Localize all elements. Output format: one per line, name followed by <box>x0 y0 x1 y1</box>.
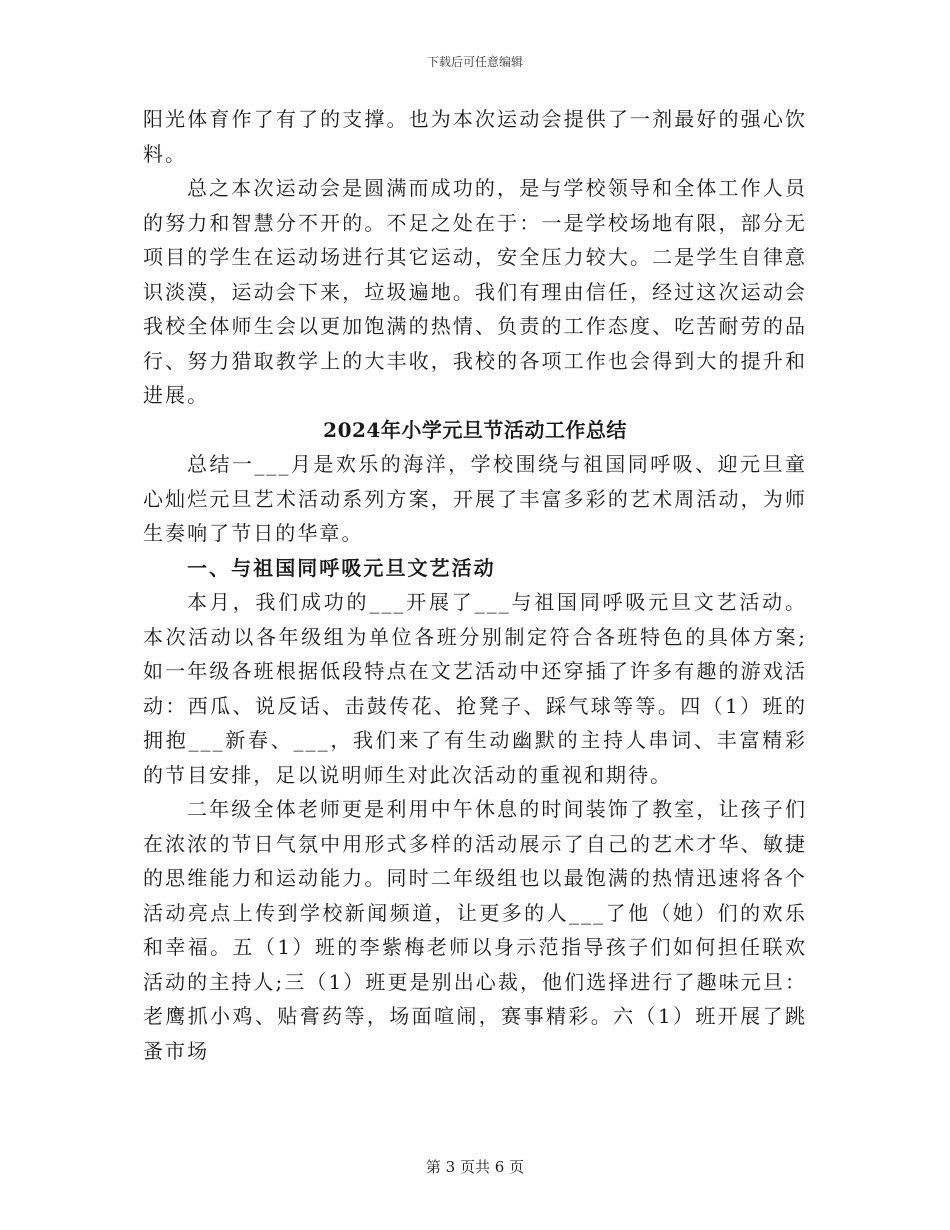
paragraph-section1-first: 本月，我们成功的___开展了___与祖国同呼吸元旦文艺活动。本次活动以各年级组为单位各班分别制定符合各班特色的具体方案;如一年级各班根据低段特点在文艺活动中还穿插了许多有趣的游戏活动：西瓜、说反话、击鼓传花、抢凳子、踩气球等等。四（1）班的拥抱___新春、___，我们来了有生动幽默的主持人串词、丰富精彩的节目安排，足以说明师生对此次活动的重视和期待。 <box>143 590 807 787</box>
section-heading: 一、与祖国同呼吸元旦文艺活动 <box>187 555 496 580</box>
paragraph-intro: 总结一___月是欢乐的海洋，学校围绕与祖国同呼吸、迎元旦童心灿烂元旦艺术活动系列方案，开展了丰富多彩的艺术周活动，为师生奏响了节日的华章。 <box>143 452 807 545</box>
document-body <box>143 102 807 1068</box>
paragraph-continuation: 阳光体育作了有了的支撑。也为本次运动会提供了一剂最好的强心饮料。 <box>143 107 807 166</box>
page-header-note: 下载后可任意编辑 <box>426 55 523 69</box>
paragraph-section1-second: 二年级全体老师更是利用中午休息的时间装饰了教室，让孩子们在浓浓的节日气氛中用形式多样的活动展示了自己的艺术才华、敏捷的思维能力和运动能力。同时二年级组也以最饱满的热情迅速将各个活动亮点上传到学校新闻频道，让更多的人___了他（她）们的欢乐和幸福。五（1）班的李紫梅老师以身示范指导孩子们如何担任联欢活动的主持人;三（1）班更是别出心裁，他们选择进行了趣味元旦：老鹰抓小鸡、贴膏药等，场面喧闹，赛事精彩。六（1）班开展了跳蚤市场 <box>143 797 807 1063</box>
document-title: 2024年小学元旦节活动工作总结 <box>323 417 627 442</box>
page-number-footer: 第 3 页共 6 页 <box>425 1158 525 1176</box>
paragraph-summary: 总之本次运动会是圆满而成功的，是与学校领导和全体工作人员的努力和智慧分不开的。不足之处在于：一是学校场地有限，部分无项目的学生在运动场进行其它运动，安全压力较大。二是学生自律意识淡漠，运动会下来，垃圾遍地。我们有理由信任，经过这次运动会我校全体师生会以更加饱满的热情、负责的工作态度、吃苦耐劳的品行、努力猎取教学上的大丰收，我校的各项工作也会得到大的提升和进展。 <box>143 176 807 407</box>
